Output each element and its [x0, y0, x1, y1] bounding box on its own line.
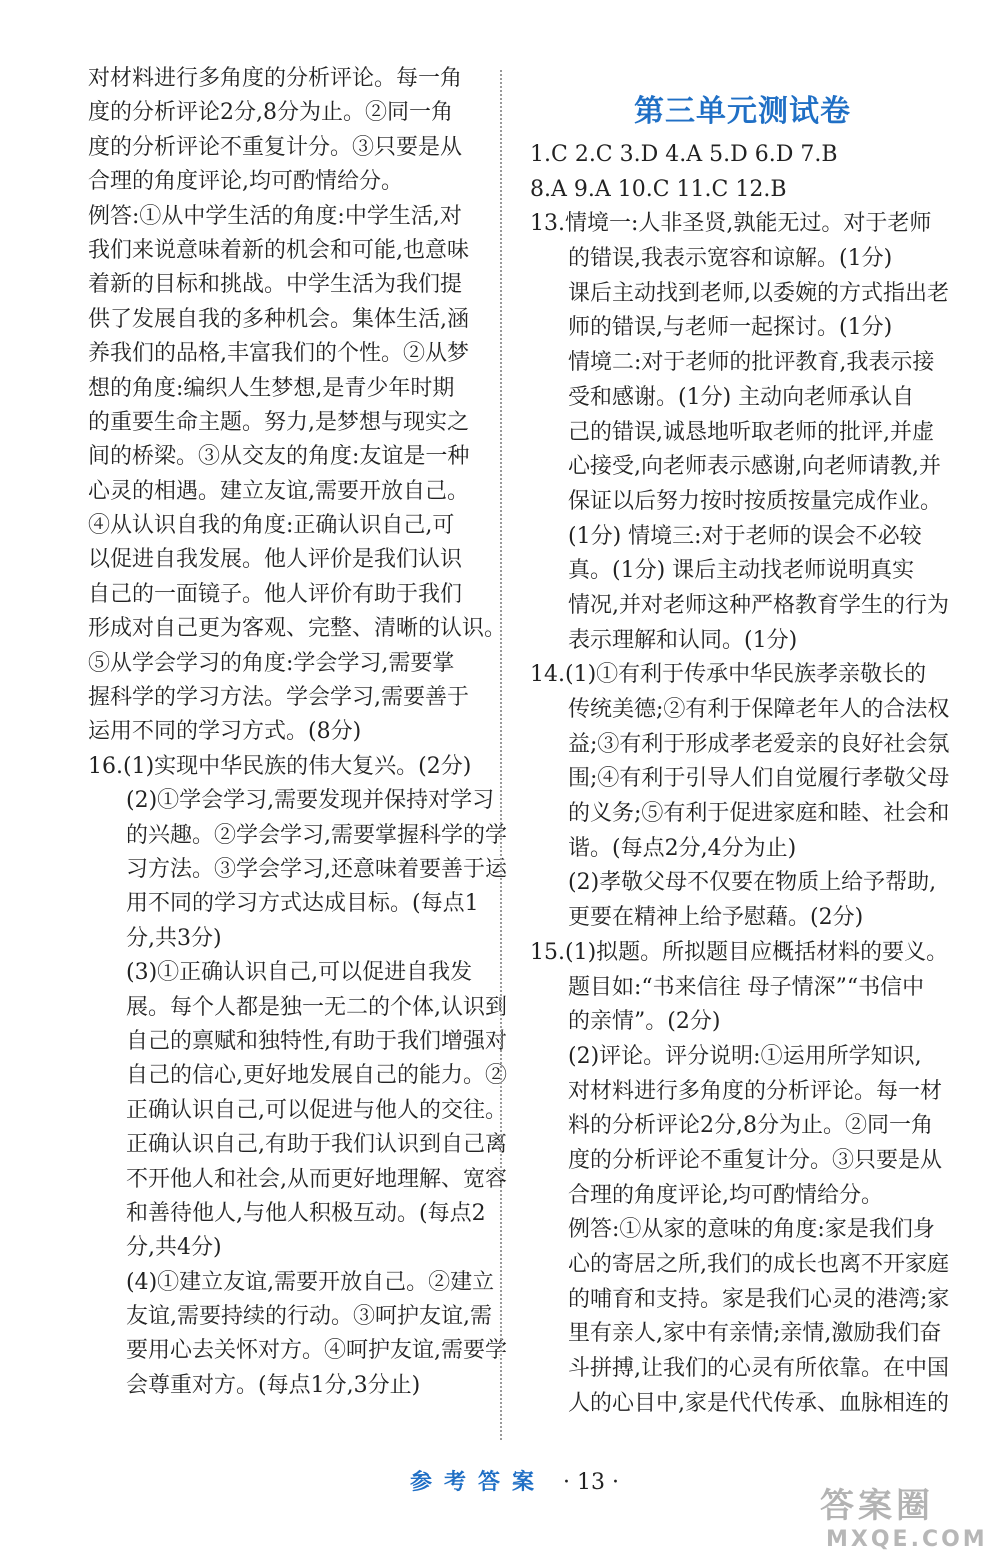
right-text-line: 例答:①从家的意味的角度:家是我们身 [568, 1217, 935, 1243]
left-text-line: 对材料进行多角度的分析评论。每一角 [88, 66, 463, 91]
right-text-line: 15.(1)拟题。所拟题目应概括材料的要义。 [530, 939, 949, 965]
left-text-line: 我们来说意味着新的机会和可能,也意味 [88, 237, 469, 263]
left-text-line: 不开他人和社会,从而更好地理解、宽容 [126, 1166, 507, 1192]
right-text-line: 围;④有利于引导人们自觉履行孝敬父母 [568, 766, 950, 792]
right-text-line: 更要在精神上给予慰藉。(2分) [568, 905, 864, 931]
left-text-line: 分,共3分) [126, 925, 222, 951]
left-text-line: 要用心去关怀对方。④呵护友谊,需要学 [126, 1338, 507, 1364]
right-text-line: 情境二:对于老师的批评教育,我表示接 [568, 350, 935, 376]
left-text-line: 的兴趣。②学会学习,需要掌握科学的学 [126, 822, 507, 848]
right-text-line: 13.情境一:人非圣贤,孰能无过。对于老师 [530, 211, 932, 237]
right-text-line: 料的分析评论2分,8分为止。②同一角 [568, 1113, 933, 1139]
right-text-line: 1.C 2.C 3.D 4.A 5.D 6.D 7.B [530, 142, 838, 167]
right-text-line: 真。(1分) 课后主动找老师说明真实 [568, 558, 915, 584]
right-text-line: 里有亲人,家中有亲情;亲情,激励我们奋 [568, 1321, 942, 1347]
left-text-line: 自己的一面镜子。他人评价有助于我们 [88, 581, 463, 607]
right-text-line: 课后主动找到老师,以委婉的方式指出老 [568, 280, 949, 306]
left-text-line: 养我们的品格,丰富我们的个性。②从梦 [88, 341, 469, 367]
right-text-line: 对材料进行多角度的分析评论。每一材 [568, 1078, 943, 1104]
left-text-line: (3)①正确认识自己,可以促进自我发 [126, 960, 473, 986]
right-text-line: 保证以后努力按时按质按量完成作业。 [568, 488, 943, 514]
left-text-line: 习方法。③学会学习,还意味着要善于运 [126, 856, 507, 882]
right-text-line: 的义务;⑤有利于促进家庭和睦、社会和 [568, 801, 950, 827]
left-text-line: ④从认识自我的角度:正确认识自己,可 [88, 513, 455, 539]
left-text-line: 自己的禀赋和独特性,有助于我们增强对 [126, 1028, 507, 1054]
right-text-line: 的哺育和支持。家是我们心灵的港湾;家 [568, 1286, 950, 1312]
left-text-line: 运用不同的学习方式。(8分) [88, 719, 362, 745]
right-text-line: 题目如:“书来信往 母子情深”“书信中 [568, 974, 925, 1000]
left-text-line: 会尊重对方。(每点1分,3分止) [126, 1372, 421, 1398]
left-text-line: 的重要生命主题。努力,是梦想与现实之 [88, 409, 469, 435]
left-text-line: 合理的角度评论,均可酌情给分。 [88, 169, 403, 195]
right-text-line: (2)评论。评分说明:①运用所学知识, [568, 1043, 922, 1069]
page-footer [410, 1465, 619, 1496]
left-text-line: (2)①学会学习,需要发现并保持对学习 [126, 788, 495, 814]
left-text-line: 友谊,需要持续的行动。③呵护友谊,需 [126, 1304, 492, 1330]
right-text-line: 度的分析评论不重复计分。③只要是从 [568, 1147, 943, 1173]
left-text-line: 正确认识自己,有助于我们认识到自己离 [126, 1132, 507, 1158]
right-text-line: 心的寄居之所,我们的成长也离不开家庭 [568, 1252, 949, 1277]
right-text-line: 14.(1)①有利于传承中华民族孝亲敬长的 [530, 662, 927, 688]
right-text-line: 己的错误,诚恳地听取老师的批评,并虚 [568, 419, 934, 445]
left-text-line: 自己的信心,更好地发展自己的能力。② [126, 1063, 507, 1089]
watermark-url: MXQE.COM [826, 1527, 988, 1552]
right-text-line: 心接受,向老师表示感谢,向老师请教,并 [568, 454, 941, 480]
right-text-line: 益;③有利于形成孝老爱亲的良好社会氛 [568, 731, 950, 757]
right-text-line: 谐。(每点2分,4分为止) [568, 835, 797, 861]
left-text-line: 供了发展自我的多种机会。集体生活,涵 [88, 306, 469, 332]
left-text-line: 间的桥梁。③从交友的角度:友谊是一种 [88, 444, 470, 470]
left-text-line: 度的分析评论2分,8分为止。②同一角 [88, 100, 453, 126]
right-text-line: 的亲情”。(2分) [568, 1009, 721, 1035]
left-text-line: 正确认识自己,可以促进与他人的交往。 [126, 1097, 507, 1123]
section-heading: 第三单元测试卷 [634, 94, 851, 129]
left-text-line: 展。每个人都是独一无二的个体,认识到 [126, 994, 507, 1020]
left-text-line: 例答:①从中学生活的角度:中学生活,对 [88, 203, 462, 229]
right-text-line: 斗拼搏,让我们的心灵有所依靠。在中国 [568, 1356, 949, 1382]
watermark-title: 答案圈 [820, 1486, 934, 1526]
left-text-line: 以促进自我发展。他人评价是我们认识 [88, 547, 463, 573]
watermark-logo [820, 1478, 990, 1558]
right-text-line: 传统美德;②有利于保障老年人的合法权 [568, 697, 950, 722]
left-text-line: ⑤从学会学习的角度:学会学习,需要掌 [88, 650, 455, 676]
left-text-line: 心灵的相遇。建立友谊,需要开放自己。 [88, 478, 469, 504]
right-text-line: 师的错误,与老师一起探讨。(1分) [568, 315, 893, 341]
right-text-line: 的错误,我表示宽容和谅解。(1分) [568, 246, 893, 272]
right-text-line: 8.A 9.A 10.C 11.C 12.B [530, 176, 787, 202]
left-text-line: 16.(1)实现中华民族的伟大复兴。(2分) [88, 753, 472, 779]
left-column [88, 62, 507, 1403]
right-text-line: (1分) 情境三:对于老师的误会不必较 [568, 523, 922, 549]
left-text-line: 想的角度:编织人生梦想,是青少年时期 [88, 375, 455, 401]
right-column [530, 138, 950, 1421]
left-text-line: 分,共4分) [126, 1235, 222, 1261]
footer-label: 参考答案 [410, 1469, 547, 1495]
right-text-line: 情况,并对老师这种严格教育学生的行为 [568, 592, 949, 618]
left-text-line: 握科学的学习方法。学会学习,需要善于 [88, 685, 469, 711]
left-text-line: 着新的目标和挑战。中学生活为我们提 [88, 272, 463, 298]
right-text-line: 表示理解和认同。(1分) [568, 627, 798, 653]
left-text-line: 用不同的学习方式达成目标。(每点1 [126, 891, 479, 917]
column-divider [500, 70, 502, 1440]
left-text-line: 和善待他人,与他人积极互动。(每点2 [126, 1200, 486, 1226]
left-text-line: 度的分析评论不重复计分。③只要是从 [88, 134, 463, 160]
right-text-line: 合理的角度评论,均可酌情给分。 [568, 1182, 883, 1208]
page-number: · 13 · [563, 1470, 619, 1495]
right-text-line: 受和感谢。(1分) 主动向老师承认自 [568, 384, 915, 410]
left-text-line: 形成对自己更为客观、完整、清晰的认识。 [88, 616, 507, 642]
right-text-line: 人的心目中,家是代代传承、血脉相连的 [568, 1390, 949, 1416]
right-text-line: (2)孝敬父母不仅要在物质上给予帮助, [568, 870, 937, 896]
left-text-line: (4)①建立友谊,需要开放自己。②建立 [126, 1269, 495, 1295]
